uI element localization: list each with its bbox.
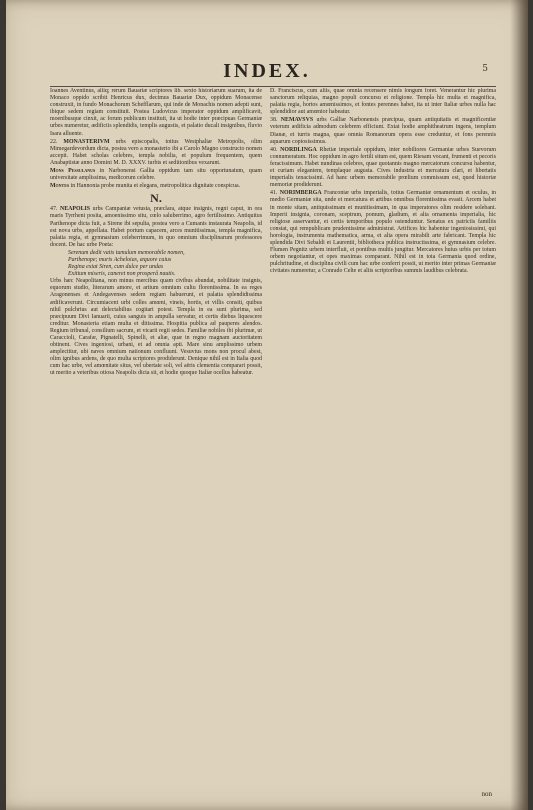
entry-number: 41. <box>270 190 278 197</box>
entry-heading: NORDLINGA <box>280 146 317 153</box>
left-intro-paragraph: Ioannes Aventinus, aliiq; rerum Bauariæ scriptores lib. sexto historiarum suarum, ita de Monaco oppido scribit Henricus dux, decimus Bauariæ Dux, oppidum Monacense construxit, in fundo Monachorum Schefflarum, qui inde de Monachis nomen adepti sunt, ibique sedem regiam constituit. Postea Ludovicus imperator oppidum amplificavit, moenibusque cinxit, ac forum publicum instituit, ita ut hodie inter præcipuas Germaniæ urbes numeretur, ædificiis splendidis, templis augustis, et palatio ducali insignibus, fluvio Isara alluente. <box>50 88 262 137</box>
verse-line: Exitium miseris, caneret non prosperâ nautis. <box>68 271 176 278</box>
book-page <box>6 0 528 810</box>
entry-text: urbs episcopalis, totius Westphaliæ Metropolis, olim Mimegardevordum dicta, postea vero a monasterio ibi a Carolo Magno constructo nomen accepit. Habet scholas celebres, templa nobilia, et populum frequentem, quem Anabaptistæ anno Domini M. D. XXXV. turbis et seditionibus vexarunt. <box>50 138 262 166</box>
right-intro-paragraph: D. Franciscus, cum aliis, quae omnia recensere nimis longum foret. Venerantur hic plurima sanctorum reliquias, magno populi concursu et religione. Templa hic multa et magnifica, palatia regia, hortos amœnissimos, et fontes perennes habet, ita ut inter Italiæ urbes nulla hac splendidior aut amœnior habeatur. <box>270 88 496 116</box>
page-title: INDEX. <box>223 60 311 82</box>
entry-heading: Montes <box>50 183 70 190</box>
entry-monasterium <box>50 139 262 167</box>
entry-heading: NEAPOLIS <box>59 206 91 213</box>
entry-heading: Mons Pessulanus <box>50 168 96 175</box>
entry-text: in Hannonia probe munita et elegans, metropolitica dignitate conspicua. <box>70 183 241 190</box>
section-letter: N. <box>150 191 162 206</box>
entry-number: 22. <box>50 138 58 145</box>
verse-block <box>50 250 262 278</box>
entry-text: Franconiæ urbs imperialis, totius Germaniæ ornamentum et oculus, in medio Germaniæ sita, unde et mercatura et artibus omnibus florentissima evasit. Arcem habet in monte sitam, antiquissimam et munitissimam, in qua imperatores olim residere solebant. Imperii insignia, coronam, sceptrum, pomum, gladium, et alia ornamenta imperialia, hic religiose asservantur, et certis temporibus populo ostenduntur. Senatus ex patriciis familiis constat, qui rempublicam prudentissime administrat. Artifices hic habentur ingeniosissimi, qui horologia, instrumenta mathematica, arma, et alia opera mirabili arte fabricant. Templa hic splendida Divi Sebaldi et Laurentii, bibliotheca publica instructissima, et gymnasium celebre. Flumen Pegnitz urbem interfluit, et pontibus multis jungitur. Mercatores huius urbis per totum orbem negotiantur, et opes maximas comparant. Nihil est in tota Germania quod ordine, pulchritudine, et disciplina civili cum hac urbe conferri possit, ut merito inter primas Germaniæ civitates numeretur, a Conrado Celte et aliis scriptoribus summis laudibus celebrata. <box>270 190 496 275</box>
verse-line: Parthenope; muris Acheloias, æquore cuius <box>68 256 172 263</box>
neapolis-continued: Urbs hæc Neapolitana, non minus mercibus quam civibus abundat, nobilitate insignis, equorum studio, literarum amore, et artium omnium cultu florentissima. In ea reges Aragonenses et Andegavenses sedem regiam habuerunt, et palatia splendidissima ædificaverunt. Circumiacent urbi colles amœni, vineis, hortis, et villis consiti, quibus nihil pulchrius aut delectabilius cogitari potest. Templa in ea sunt plurima, sed præcipuum Divi Ianuarii, cuius sanguis in ampulla servatur, et certis diebus liquescere creditur. Monasteria etiam multa et ditissima. Hospitia publica ad pauperes alendos. Regium tribunal, consilium sacrum, et vicarii regii sedes. Familiæ nobiles ibi plurimæ, ut Caraccioli, Carafæ, Pignatelli, Spinelli, et aliæ, quæ in regno magnam auctoritatem obtinent. Cives ingeniosi, urbani, et ad omnia apti. Mare sinu amplissimo urbem amplectitur, ubi naves omnium nationum confluunt. Vesuvius mons non procul abest, olim ignibus ardens, de quo multa scriptores prodiderunt. Denique nihil est in Italia quod cum hac urbe, vel amœnitate situs, vel ubertate soli, vel aëris clementia comparari possit, ut merito a veteribus otiosa Neapolis dicta sit, et hodie quoque Italiæ ocellus habeatur. <box>50 278 262 377</box>
book-binding-shadow <box>510 0 528 810</box>
entry-text: urbs Galliæ Narbonensis præcipua, quam antiquitatis et magnificentiæ veterum ædificia admodum celebrem efficiunt. Extat hodie amphitheatrum ingens, templum Dianæ, et turris magna, quae omnia Romanorum opera esse creduntur, et fons perennis aquarum copiosissimus. <box>270 117 496 145</box>
page-mark: 5 <box>482 64 488 74</box>
entry-montes <box>50 183 262 190</box>
entry-norimberga <box>270 190 496 275</box>
entry-nemausus <box>270 117 496 145</box>
left-column <box>50 88 262 794</box>
entry-heading: NEMAVSVS <box>280 117 314 124</box>
right-column <box>270 88 496 794</box>
entry-text: in Narbonensi Gallia oppidum tam situ opportunatum, quam universitate amplissima, medicorum celebre. <box>50 168 262 182</box>
verse-line: Regina exiat Siren, cum dulce per undas <box>68 264 164 271</box>
entry-mons-pessulanus <box>50 168 262 182</box>
header-rule <box>50 86 496 87</box>
entry-neapolis <box>50 206 262 249</box>
entry-text: Rhetiæ imperiale oppidum, inter nobiliores Germaniæ urbes Suevorum connumeratum. Hoc oppidum in agro fertili situm est, quem Riesam vocant, frumenti et pecoris feracissimum. Habet nundinas celebres, quae quotannis magno mercatorum concursu habentur, et curiam elegantem, templaque augusta. Cives industria et mercatura clari, et libertatis imperialis tenacissimi. Ad hanc urbem memorabile prœlium commissum est, quod historiæ memoriæ prodiderunt. <box>270 146 496 189</box>
entry-text: urbs Campaniæ vetusta, præclara, atque insignis, regni caput, in ora maris Tyrrheni posita, amoenissimo situ, cœlo saluberrimo, agro fertilissimo. Antiquitus Parthenope dicta fuit, a Sirene ibi sepulta, postea vero a Cumanis instaurata Neapolis, id est nova urbs, appellata. Habet portum capacem, arces munitissimas, templa magnifica, palatia regia, et gymnasium celeberrimum, in quo omnium disciplinarum professores docent. De hac urbe Poeta: <box>50 206 262 248</box>
verse-line: Serenum dedit vatis tumulum memorabile nomen, <box>68 249 185 256</box>
entry-nordlinga <box>270 147 496 190</box>
entry-number: 38. <box>270 117 278 124</box>
catchword: non <box>481 790 492 798</box>
entry-number: 40. <box>270 146 278 153</box>
entry-number: 47. <box>50 206 58 213</box>
entry-heading: MONASTERIVM <box>63 138 110 145</box>
entry-heading: NORIMBERGA <box>279 190 322 197</box>
